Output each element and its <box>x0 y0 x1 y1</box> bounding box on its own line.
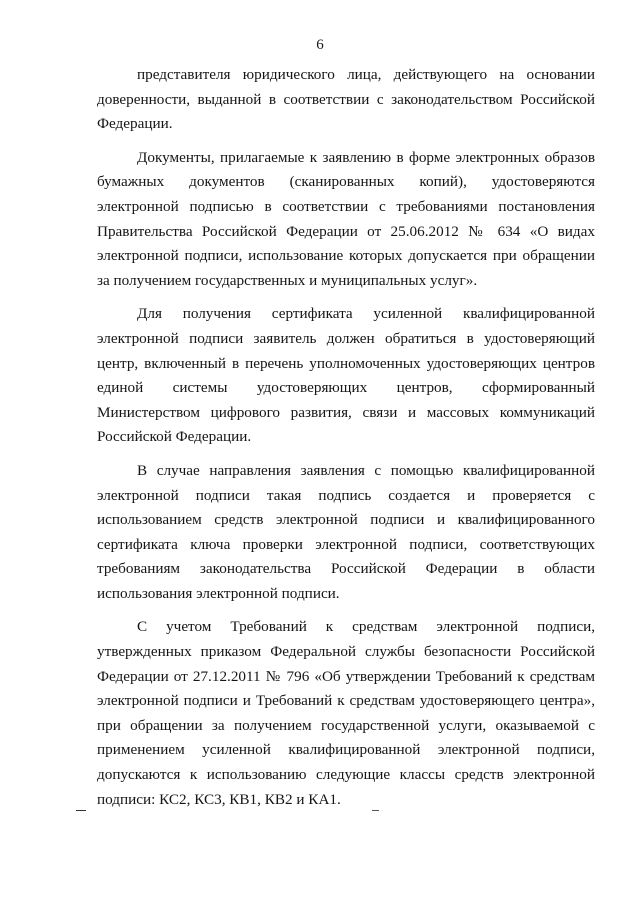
paragraph-certificate: Для получения сертификата усиленной квалифицированной электронной подписи заявитель должен обратиться в удостоверяющий центр, включенный в перечень уполномоченных удостоверяющих центров единой системы удостоверяющих центров, сформированный Министерством цифрового развития, связи и массовых коммуникаций Российской Федерации. <box>97 305 595 446</box>
paragraph-attached-documents: Документы, прилагаемые к заявлению в форме электронных образов бумажных документов (сканированных копий), удостоверяются электронной подписью в соответствии с требованиями постановления Правительства Российской Федерации от 25.06.2012 № 634 «О видах электронной подписи, использование которых допускается при обращении за получением государственных и муниципальных услуг». <box>97 148 595 289</box>
paragraph-representative: представителя юридического лица, действующего на основании доверенности, выданной в соответствии с законодательством Российской Федерации. <box>97 66 595 133</box>
paragraph-requirements: С учетом Требований к средствам электронной подписи, утвержденных приказом Федеральной службы безопасности Российской Федерации от 27.12.2011 № 796 «Об утверждении Требований к средствам электронной подписи и Требований к средствам удостоверяющего центра», при обращении за получением государственной услуги, оказываемой с применением усиленной квалифицированной электронной подписи, допускаются к использованию следующие классы средств электронной подписи: КС2, КС3, КВ1, КВ2 и КА1. <box>97 618 595 808</box>
document-body <box>97 63 595 821</box>
scan-mark-right <box>372 810 379 811</box>
paragraph-qualified-signature: В случае направления заявления с помощью квалифицированной электронной подписи такая подпись создается и проверяется с использованием средств электронной подписи и квалифицированного сертификата ключа проверки электронной подписи, соответствующих требованиям законодательства Российской Федерации в области использования электронной подписи. <box>97 461 595 602</box>
scan-mark-left <box>76 810 86 811</box>
page-number: 6 <box>316 37 324 53</box>
